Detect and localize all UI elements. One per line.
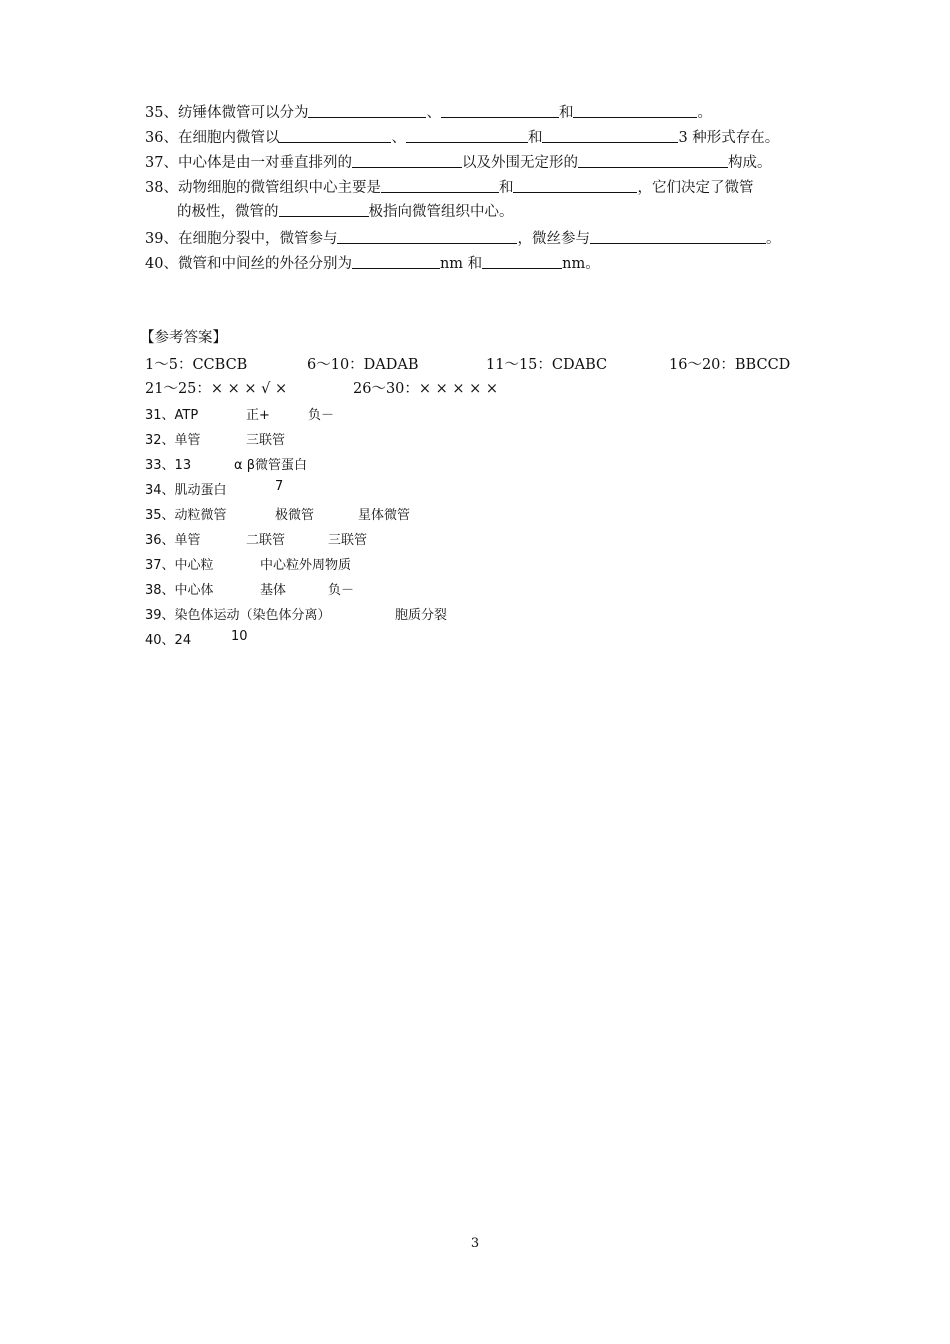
question-39 xyxy=(145,228,780,250)
answer-blank[interactable] xyxy=(542,128,678,143)
answer-text: 极微管 xyxy=(275,508,315,523)
question-38 xyxy=(145,177,753,199)
question-text: 极指向微管组织中心。 xyxy=(368,204,514,220)
answer-text: 37、中心粒 xyxy=(145,558,214,573)
mc-answer: 11～15：CDABC xyxy=(486,357,608,373)
answer-blank[interactable] xyxy=(381,178,499,193)
question-35 xyxy=(145,102,712,124)
answer-text: 中心粒外周物质 xyxy=(260,558,352,573)
question-text: 和 xyxy=(498,180,514,196)
answer-blank[interactable] xyxy=(279,128,391,143)
answer-blank[interactable] xyxy=(590,229,766,244)
answer-blank[interactable] xyxy=(337,229,517,244)
answer-text: 38、中心体 xyxy=(145,583,214,598)
answer-text: 39、染色体运动（染色体分离） xyxy=(145,608,331,623)
answer-blank[interactable] xyxy=(441,103,559,118)
question-text: 和 xyxy=(527,130,543,146)
question-text: ，微丝参与 xyxy=(517,231,590,247)
answer-blank[interactable] xyxy=(352,254,440,269)
question-text: 、 xyxy=(426,105,441,121)
answer-blank[interactable] xyxy=(513,178,637,193)
answer-text: 36、单管 xyxy=(145,533,201,548)
question-text: ，它们决定了微管 xyxy=(637,180,754,196)
question-text: 。 xyxy=(765,231,781,247)
answer-text: 40、24 xyxy=(145,633,192,648)
question-text: 的极性，微管的 xyxy=(177,204,279,220)
answer-text: 负－ xyxy=(328,583,355,598)
answer-text: 负－ xyxy=(308,408,335,423)
answer-blank[interactable] xyxy=(308,103,426,118)
question-text: 构成。 xyxy=(727,155,772,171)
answer-text: 31、ATP xyxy=(145,408,199,423)
question-text: 37、中心体是由一对垂直排列的 xyxy=(145,155,352,171)
page-number: 3 xyxy=(470,1236,480,1251)
question-38-continued xyxy=(145,201,514,223)
question-text: 。 xyxy=(697,105,712,121)
answer-text: 正+ xyxy=(246,408,270,423)
question-text: nm 和 xyxy=(439,256,483,272)
question-text: 和 xyxy=(558,105,574,121)
answer-text: 7 xyxy=(275,479,284,494)
question-37 xyxy=(145,152,771,174)
answer-text: 三联管 xyxy=(328,533,368,548)
question-text: 以及外围无定形的 xyxy=(461,155,578,171)
answer-text: 32、单管 xyxy=(145,433,201,448)
question-text: 3 种形式存在。 xyxy=(678,130,780,146)
question-36 xyxy=(145,127,779,149)
answer-blank[interactable] xyxy=(482,254,562,269)
mc-answer: 26～30：× × × × × xyxy=(353,381,499,397)
answer-text: 35、动粒微管 xyxy=(145,508,227,523)
question-text: 35、纺锤体微管可以分为 xyxy=(145,105,309,121)
answer-text: 三联管 xyxy=(246,433,286,448)
mc-answer: 21～25：× × × √ × xyxy=(145,381,288,397)
answers-heading: 【参考答案】 xyxy=(140,330,227,346)
answer-blank[interactable] xyxy=(279,202,369,217)
answer-text: 10 xyxy=(231,629,248,644)
question-text: 40、微管和中间丝的外径分别为 xyxy=(145,256,352,272)
answer-text: 二联管 xyxy=(246,533,286,548)
answer-blank[interactable] xyxy=(578,153,728,168)
answer-blank[interactable] xyxy=(406,128,528,143)
answer-text: 星体微管 xyxy=(358,508,411,523)
answer-text: 基体 xyxy=(260,583,287,598)
answer-text: 胞质分裂 xyxy=(395,608,448,623)
question-40 xyxy=(145,253,600,275)
mc-answer: 6～10：DADAB xyxy=(307,357,419,373)
answer-text: α β微管蛋白 xyxy=(234,458,307,473)
mc-answer: 16～20：BBCCD xyxy=(669,357,791,373)
question-text: 36、在细胞内微管以 xyxy=(145,130,280,146)
answer-blank[interactable] xyxy=(573,103,697,118)
answer-text: 33、13 xyxy=(145,458,192,473)
question-text: 39、在细胞分裂中，微管参与 xyxy=(145,231,338,247)
answer-text: 34、肌动蛋白 xyxy=(145,483,227,498)
question-text: 、 xyxy=(391,130,406,146)
answer-blank[interactable] xyxy=(352,153,462,168)
question-text: nm。 xyxy=(562,256,600,272)
mc-answer: 1～5：CCBCB xyxy=(145,357,248,373)
question-text: 38、动物细胞的微管组织中心主要是 xyxy=(145,180,381,196)
